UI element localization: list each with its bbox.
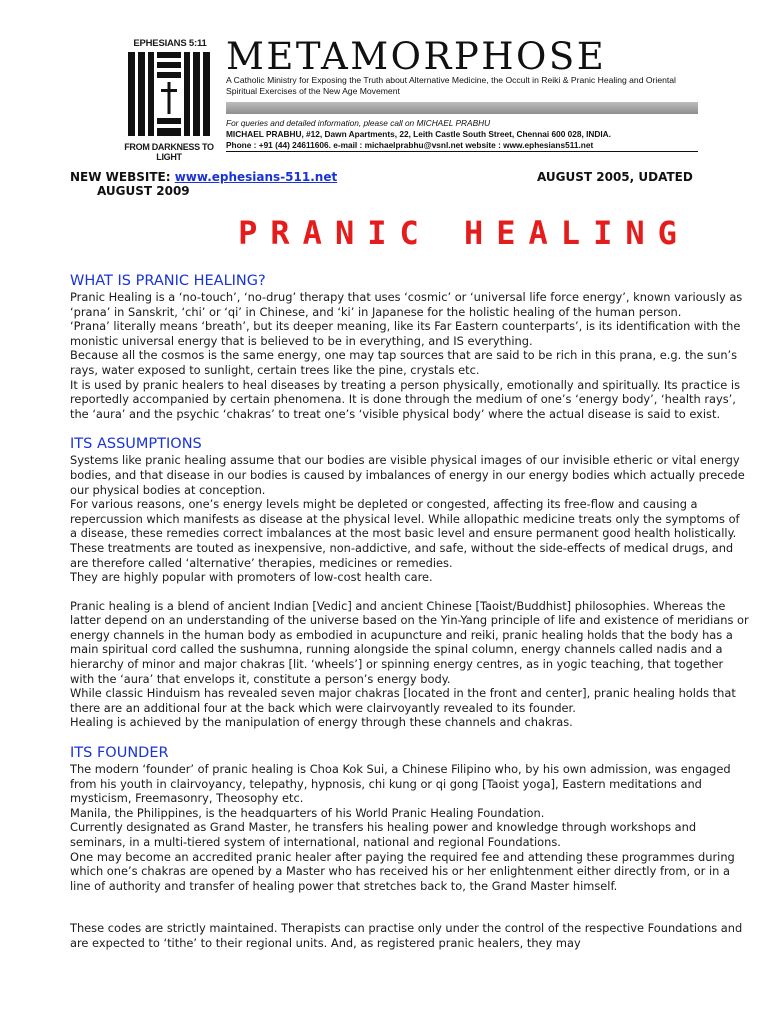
new-website-line bbox=[70, 170, 337, 198]
paragraph: These codes are strictly maintained. Therapists can practise only under the control of the respective Foundations and are expected to ‘tithe’ to their regional units. And, as registered pranic healers, they may bbox=[70, 921, 743, 950]
paragraph: Systems like pranic healing assume that our bodies are visible physical images of our invisible etheric or vital energy bodies, and that disease in our bodies is caused by imbalances of energy in our energy bodies which actually precede our physical bodies at conception. bbox=[70, 453, 745, 497]
spacer bbox=[70, 730, 750, 744]
spacer bbox=[70, 893, 750, 921]
paragraph: While classic Hinduism has revealed seven major chakras [located in the front and center], pranic healing holds that there are an additional four at the back which were clairvoyantly revealed to its founder. bbox=[70, 686, 736, 715]
contact-phone: Phone : +91 (44) 24611606. e-mail : michaelprabhu@vsnl.net website : www.ephesians511.net bbox=[226, 140, 594, 150]
logo-bottom-text: FROM DARKNESS TO LIGHT bbox=[124, 142, 214, 162]
article-body bbox=[70, 272, 750, 951]
paragraph: These treatments are touted as inexpensive, non-addictive, and safe, without the side-effects of medical drugs, and are therefore called ‘alternative’ therapies, medicines or remedies. bbox=[70, 540, 734, 570]
paragraph: Because all the cosmos is the same energy, one may tap sources that are said to be rich in this prana, e.g. the sun’s rays, water exposed to sunlight, certain trees like the pine, crystals etc. bbox=[70, 348, 738, 377]
page-title: PRANIC HEALING bbox=[238, 214, 690, 252]
paragraph: It is used by pranic healers to heal diseases by treating a person physically, emotionally and spiritually. Its practice is reportedly accompanied by certain phenomena. It is done through the medium of one’s ‘energy body’, ‘health rays’, the ‘aura’ and the psychic ‘chakras’ to treat one’s ‘visible physical body’ where the actual disease is said to exist. bbox=[70, 377, 741, 421]
contact-address: MICHAEL PRABHU, #12, Dawn Apartments, 22, Leith Castle South Street, Chennai 600 028, INDIA. bbox=[226, 129, 611, 139]
masthead-divider bbox=[226, 102, 698, 114]
date-updated: AUGUST 2005, UDATED bbox=[537, 170, 693, 184]
paragraph: Pranic Healing is a ‘no-touch’, ‘no-drug’ therapy that uses ‘cosmic’ or ‘universal life force energy’, known variously as ‘prana’ in Sanskrit, ‘chi’ or ‘qi’ in Chinese, and ‘ki’ in Japanese for the holistic healing of the human person. bbox=[70, 290, 743, 319]
paragraph: ‘Prana’ literally means ‘breath’, but its deeper meaning, like its Far Eastern counterparts’, is its identification with the monistic universal energy that is believed to be in everything, and IS everything. bbox=[70, 319, 741, 348]
section-heading: ITS ASSUMPTIONS bbox=[70, 436, 202, 453]
brand-title: METAMORPHOSE bbox=[226, 35, 607, 78]
new-website-link[interactable]: www.ephesians-511.net bbox=[174, 170, 338, 184]
paragraph: For various reasons, one’s energy levels might be depleted or congested, affecting its free-flow and causing a repercussion which manifests as disease at the physical level. While allopathic medicine treats only the symptoms of a disease, these remedies correct imbalances at the most basic level and ensure permanent good health holistically. bbox=[70, 497, 740, 541]
paragraph: One may become an accredited pranic healer after paying the required fee and attending these programmes during which one’s chakras are opened by a Master who has received his or her enlightenment either directly from, or in a line of authority and transfer of healing power that stretches back to, the Grand Master himself. bbox=[70, 849, 735, 893]
tagline: A Catholic Ministry for Exposing the Truth about Alternative Medicine, the Occult in Reiki & Pranic Healing and Oriental Spiritual Exercises of the New Age Movement bbox=[226, 75, 676, 96]
cross-bars-logo-icon bbox=[126, 52, 212, 136]
paragraph: Healing is achieved by the manipulation of energy through these channels and chakras. bbox=[70, 715, 573, 730]
paragraph: Manila, the Philippines, is the headquarters of his World Pranic Healing Foundation. bbox=[70, 805, 545, 820]
paragraph: They are highly popular with promoters of low-cost health care. bbox=[70, 570, 433, 585]
contact-block bbox=[226, 118, 704, 151]
spacer bbox=[70, 585, 750, 599]
section-heading: ITS FOUNDER bbox=[70, 745, 169, 762]
masthead bbox=[120, 35, 698, 162]
spacer bbox=[70, 421, 750, 435]
paragraph: Currently designated as Grand Master, he transfers his healing power and knowledge through workshops and seminars, in a multi-tiered system of international, national and regional Foundations. bbox=[70, 820, 697, 849]
date-second-line: AUGUST 2009 bbox=[97, 184, 190, 198]
masthead-rule bbox=[226, 151, 698, 152]
logo-top-text: EPHESIANS 5:11 bbox=[133, 38, 207, 49]
new-website-label: NEW WEBSITE: bbox=[70, 170, 175, 184]
paragraph: The modern ‘founder’ of pranic healing is Choa Kok Sui, a Chinese Filipino who, by his own admission, was engaged from his youth in clairvoyancy, telepathy, hypnosis, chi kung or qi gong [Taoist yoga], Eastern meditations and mysticism, Freemasonry, Theosophy etc. bbox=[70, 762, 731, 806]
paragraph: Pranic healing is a blend of ancient Indian [Vedic] and ancient Chinese [Taoist/Buddhist] philosophies. Whereas the latter depend on an understanding of the universe based on the Yin-Yang principle of life and existence of meridians or energy channels in the human body as embodied in acupuncture and reiki, pranic healing holds that the body has a main spiritual cord called the sushumna, running alongside the spinal column, energy channels called nadis and a hierarchy of minor and major chakras [lit. ‘wheels’] or spinning energy centres, as in yogic teaching, that together with the ‘aura’ that envelops it, constitute a person’s energy body. bbox=[70, 598, 749, 686]
section-heading: WHAT IS PRANIC HEALING? bbox=[70, 273, 266, 289]
contact-query: For queries and detailed information, please call on MICHAEL PRABHU bbox=[226, 118, 491, 128]
ministry-logo bbox=[120, 38, 218, 162]
